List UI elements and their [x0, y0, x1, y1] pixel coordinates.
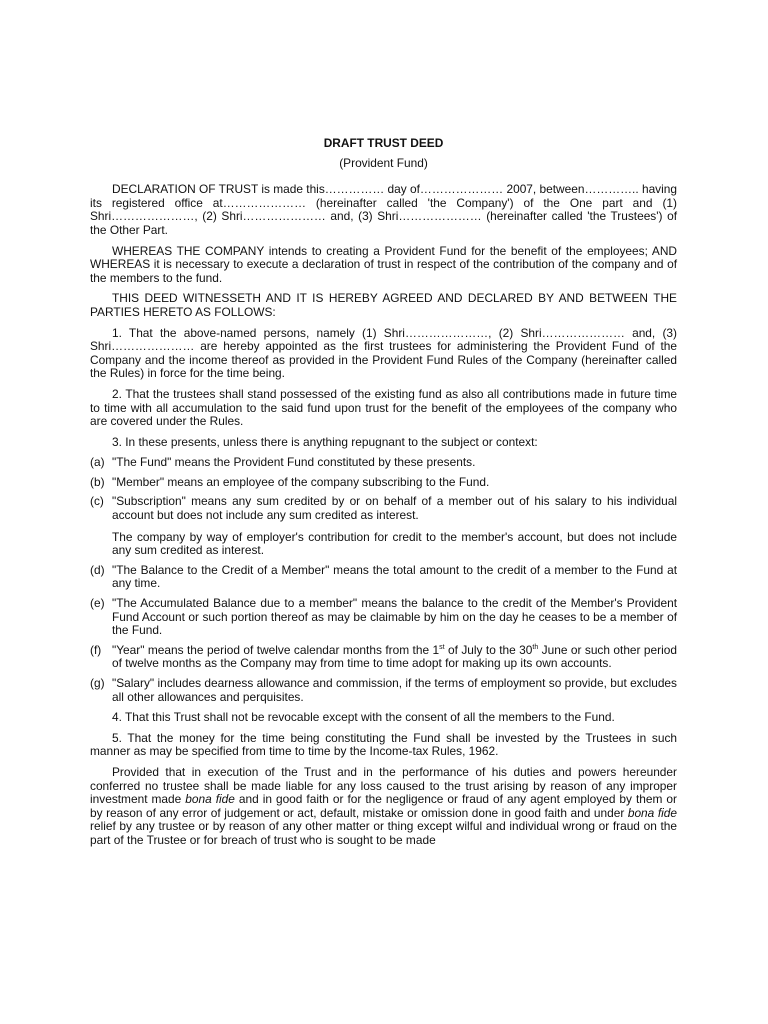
definition-text: "The Accumulated Balance due to a member" means the balance to the credit of the Member's Provident Fund Account or such portion thereof as may be claimable by him on the day he ceases to be a member of the Fund.: [112, 596, 677, 638]
whereas-paragraph: WHEREAS THE COMPANY intends to creating a Provident Fund for the benefit of the employees; AND WHEREAS it is necessary to execute a declaration of trust in respect of the contribution of the company and of the members to the fund.: [90, 243, 677, 285]
definition-text: "Member" means an employee of the company subscribing to the Fund.: [112, 474, 490, 489]
clause-3: 3. In these presents, unless there is anything repugnant to the subject or context:: [112, 434, 538, 449]
definitions-list: [90, 456, 677, 704]
definition-a: [90, 456, 677, 470]
ordinal-suffix: th: [532, 643, 539, 651]
definition-g: [90, 677, 677, 704]
proviso-paragraph: [90, 766, 677, 848]
definition-text-part: June or such other period of twelve months as the Company may from time to time adopt for making up its own accounts.: [112, 642, 677, 671]
definition-text: [112, 644, 677, 671]
declaration-paragraph: DECLARATION OF TRUST is made this…………… day of………………… 2007, between………….. having its registered office at………………… (hereinafter called 'the Company') of the One part and (1) Shri…………………, (2) Shri………………… and, (3) Shri………………… (hereinafter called 'the Trustees') of the Other Part.: [90, 182, 677, 237]
clause-1: 1. That the above-named persons, namely (1) Shri…………………, (2) Shri………………… and, (3) Shri………………… are hereby appointed as the first trustees for administering the Provident Fund of the Company and the income thereof as provided in the Provident Fund Rules of the Company (hereinafter called the Rules) in force for the time being.: [90, 325, 677, 381]
definition-marker: (e): [90, 596, 105, 611]
proviso-text: Provided that in execution of the Trust and in the performance of his duties and powers hereunder conferred no trustee shall be made liable for any loss caused to the trust arising by reason of any improper investment made: [90, 764, 677, 807]
definition-marker: (a): [90, 455, 105, 470]
document-subtitle: (Provident Fund): [339, 155, 428, 170]
definition-continuation: The company by way of employer's contribution for credit to the member's account, but does not include any sum credited as interest.: [112, 529, 677, 558]
definition-marker: (b): [90, 474, 105, 489]
definition-f: [90, 644, 677, 671]
clause-5: 5. That the money for the time being constituting the Fund shall be invested by the Trustees in such manner as may be specified from time to time by the Income-tax Rules, 1962.: [90, 730, 677, 759]
proviso-italic: bona fide: [627, 805, 677, 820]
definition-marker: (f): [90, 642, 102, 657]
definition-d: [90, 564, 677, 591]
document-title: DRAFT TRUST DEED: [323, 136, 444, 150]
proviso-text: relief by any trustee or by reason of any other matter or thing except wilful and individual wrong or fraud on the part of the Trustee or for breach of trust who is sought to be made: [90, 819, 677, 847]
clause-4: 4. That this Trust shall not be revocable except with the consent of all the members to the Fund.: [112, 710, 615, 725]
proviso-italic: bona fide: [185, 792, 235, 807]
witnesseth-paragraph: THIS DEED WITNESSETH AND IT IS HEREBY AGREED AND DECLARED BY AND BETWEEN THE PARTIES HERETO AS FOLLOWS:: [90, 291, 677, 319]
ordinal-suffix: st: [439, 643, 445, 651]
definition-text: "The Balance to the Credit of a Member" means the total amount to the credit of a member to the Fund at any time.: [112, 562, 677, 591]
proviso-text: and in good faith or for the negligence or fraud of any agent employed by them or by reason of any error of judgement or act, default, mistake or omission done in good faith and under: [90, 792, 677, 820]
definition-c: [90, 495, 677, 557]
definition-e: [90, 597, 677, 638]
definition-text: "Subscription" means any sum credited by or on behalf of a member out of his salary to his individual account but does not include any sum credited as interest.: [112, 494, 677, 523]
definition-text: "The Fund" means the Provident Fund constituted by these presents.: [112, 455, 476, 470]
definition-body: [112, 495, 677, 557]
definition-text-part: "Year" means the period of twelve calendar months from the 1: [112, 642, 440, 657]
definition-text-part: of July to the 30: [444, 642, 533, 657]
definition-marker: (c): [90, 494, 104, 509]
definition-marker: (d): [90, 562, 105, 577]
clause-2: 2. That the trustees shall stand possessed of the existing fund as also all contributions made in future time to time with all accumulation to the said fund upon trust for the benefit of the employees of the company who are covered under the Rules.: [90, 386, 677, 429]
document-body: [90, 137, 677, 855]
definition-b: [90, 476, 677, 490]
definition-marker: (g): [90, 676, 105, 690]
definition-text: "Salary" includes dearness allowance and commission, if the terms of employment so provide, but excludes all other allowances and perquisites.: [112, 676, 677, 704]
